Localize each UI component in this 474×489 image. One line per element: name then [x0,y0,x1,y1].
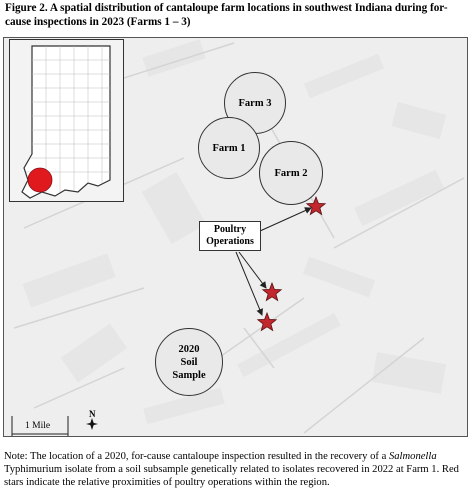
map-panel [3,37,468,437]
north-arrow-icon [86,418,98,430]
note-italic-organism: Salmonella [388,451,437,462]
farm-1-circle [259,141,323,205]
farm-3-circle [198,117,260,179]
soil-sample-word-sample: Sample [172,369,206,381]
indiana-inset-map [9,39,124,202]
poultry-operations-label [199,221,261,251]
soil-sample-year: 2020 [178,343,200,355]
figure-note [4,450,472,489]
figure-caption: Figure 2. A spatial distribution of cantaloupe farm locations in southwest Indiana during for-cause inspections in 2023 (Farms 1 – 3) [5,2,448,28]
farm-2-label: Farm 3 [238,97,272,109]
farm-3-label: Farm 1 [212,142,246,154]
poultry-label-line1: Poultry [213,224,247,235]
poultry-star-1 [307,197,325,215]
poultry-star-2 [263,283,281,301]
arrow-to-star-3 [236,252,262,315]
arrow-to-star-1 [260,208,311,231]
scale-bar-label: 1 Mile [25,421,51,431]
note-text-part2: Typhimurium isolate from a soil subsample genetically related to isolates recovered in 2022 at Farm 1. Red stars indicate the relative proximities of poultry operations within the region. [4,464,459,488]
north-label: N [89,409,96,419]
indiana-outline [10,40,123,201]
soil-sample-word-soil: Soil [180,356,198,368]
note-text-part1: Note: The location of a 2020, for-cause cantaloupe inspection resulted in the recovery of a [4,451,389,462]
southwest-indiana-highlight [28,168,52,192]
soil-sample-circle [155,328,223,396]
poultry-label-line2: Operations [206,236,254,247]
farm-1-label: Farm 2 [274,167,308,179]
